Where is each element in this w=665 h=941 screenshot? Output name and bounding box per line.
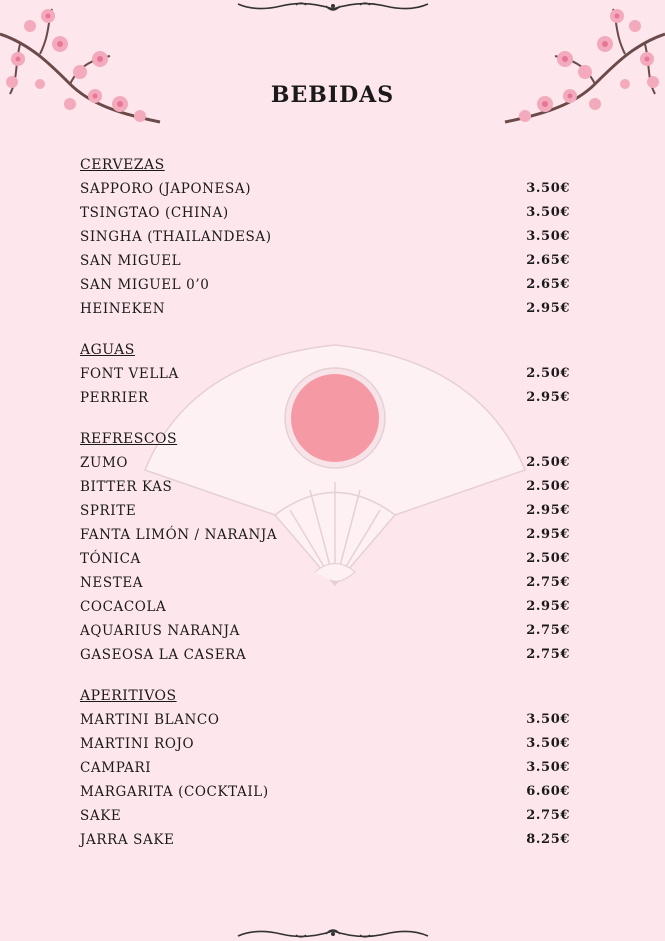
item-name: SAPPORO (JAPONESA) [80, 181, 252, 197]
page-title: BEBIDAS [270, 82, 395, 108]
menu-item [80, 453, 570, 477]
section-title: REFRESCOS [80, 431, 178, 447]
item-name: CAMPARI [80, 760, 152, 776]
menu-item [80, 549, 570, 573]
cherry-blossom-right-icon [500, 4, 665, 144]
item-price: 2.75€ [526, 647, 570, 662]
menu-section [80, 429, 570, 669]
menu-item [80, 364, 570, 388]
menu-item [80, 388, 570, 412]
item-price: 3.50€ [526, 712, 570, 727]
item-name: SAN MIGUEL [80, 253, 182, 269]
menu-item [80, 645, 570, 669]
item-price: 2.95€ [526, 503, 570, 518]
item-name: HEINEKEN [80, 301, 166, 317]
section-title: APERITIVOS [80, 688, 177, 704]
menu-item [80, 525, 570, 549]
item-name: SAN MIGUEL 0’0 [80, 277, 210, 293]
menu-item [80, 251, 570, 275]
menu-item [80, 758, 570, 782]
bottom-ornament-icon [236, 924, 430, 940]
item-price: 2.95€ [526, 390, 570, 405]
menu-item [80, 275, 570, 299]
item-price: 3.50€ [526, 205, 570, 220]
menu-item [80, 573, 570, 597]
item-price: 2.50€ [526, 455, 570, 470]
item-name: TSINGTAO (CHINA) [80, 205, 229, 221]
menu-item [80, 710, 570, 734]
menu-item [80, 227, 570, 251]
item-name: AQUARIUS NARANJA [80, 623, 240, 639]
menu-item [80, 806, 570, 830]
item-price: 2.75€ [526, 808, 570, 823]
menu-item [80, 734, 570, 758]
item-price: 2.65€ [526, 277, 570, 292]
menu-section [80, 155, 570, 323]
item-price: 2.75€ [526, 575, 570, 590]
item-price: 3.50€ [526, 181, 570, 196]
item-price: 2.50€ [526, 479, 570, 494]
item-name: MARTINI BLANCO [80, 712, 220, 728]
item-price: 3.50€ [526, 760, 570, 775]
menu-item [80, 477, 570, 501]
menu-item [80, 299, 570, 323]
item-name: PERRIER [80, 390, 149, 406]
item-name: SINGHA (THAILANDESA) [80, 229, 272, 245]
menu-item [80, 782, 570, 806]
item-name: TÓNICA [80, 551, 141, 567]
menu-item [80, 621, 570, 645]
item-price: 2.95€ [526, 301, 570, 316]
cherry-blossom-left-icon [0, 4, 165, 144]
item-price: 8.25€ [526, 832, 570, 847]
item-price: 6.60€ [526, 784, 570, 799]
item-name: GASEOSA LA CASERA [80, 647, 247, 663]
item-price: 2.50€ [526, 551, 570, 566]
section-title: CERVEZAS [80, 157, 165, 173]
item-name: BITTER KAS [80, 479, 173, 495]
item-name: SPRITE [80, 503, 137, 519]
item-name: FONT VELLA [80, 366, 179, 382]
drinks-menu [80, 155, 570, 871]
item-name: JARRA SAKE [80, 832, 175, 848]
menu-item [80, 597, 570, 621]
item-price: 2.65€ [526, 253, 570, 268]
top-ornament-icon [236, 0, 430, 16]
item-price: 2.95€ [526, 599, 570, 614]
item-name: FANTA LIMÓN / NARANJA [80, 527, 278, 543]
item-name: MARTINI ROJO [80, 736, 195, 752]
menu-item [80, 203, 570, 227]
item-price: 2.50€ [526, 366, 570, 381]
item-price: 3.50€ [526, 229, 570, 244]
item-name: SAKE [80, 808, 122, 824]
menu-section [80, 686, 570, 854]
section-title: AGUAS [80, 342, 135, 358]
item-name: NESTEA [80, 575, 144, 591]
menu-item [80, 179, 570, 203]
item-price: 2.95€ [526, 527, 570, 542]
menu-item [80, 501, 570, 525]
item-price: 2.75€ [526, 623, 570, 638]
menu-section [80, 340, 570, 412]
item-name: MARGARITA (COCKTAIL) [80, 784, 269, 800]
item-name: COCACOLA [80, 599, 167, 615]
menu-item [80, 830, 570, 854]
item-name: ZUMO [80, 455, 129, 471]
item-price: 3.50€ [526, 736, 570, 751]
